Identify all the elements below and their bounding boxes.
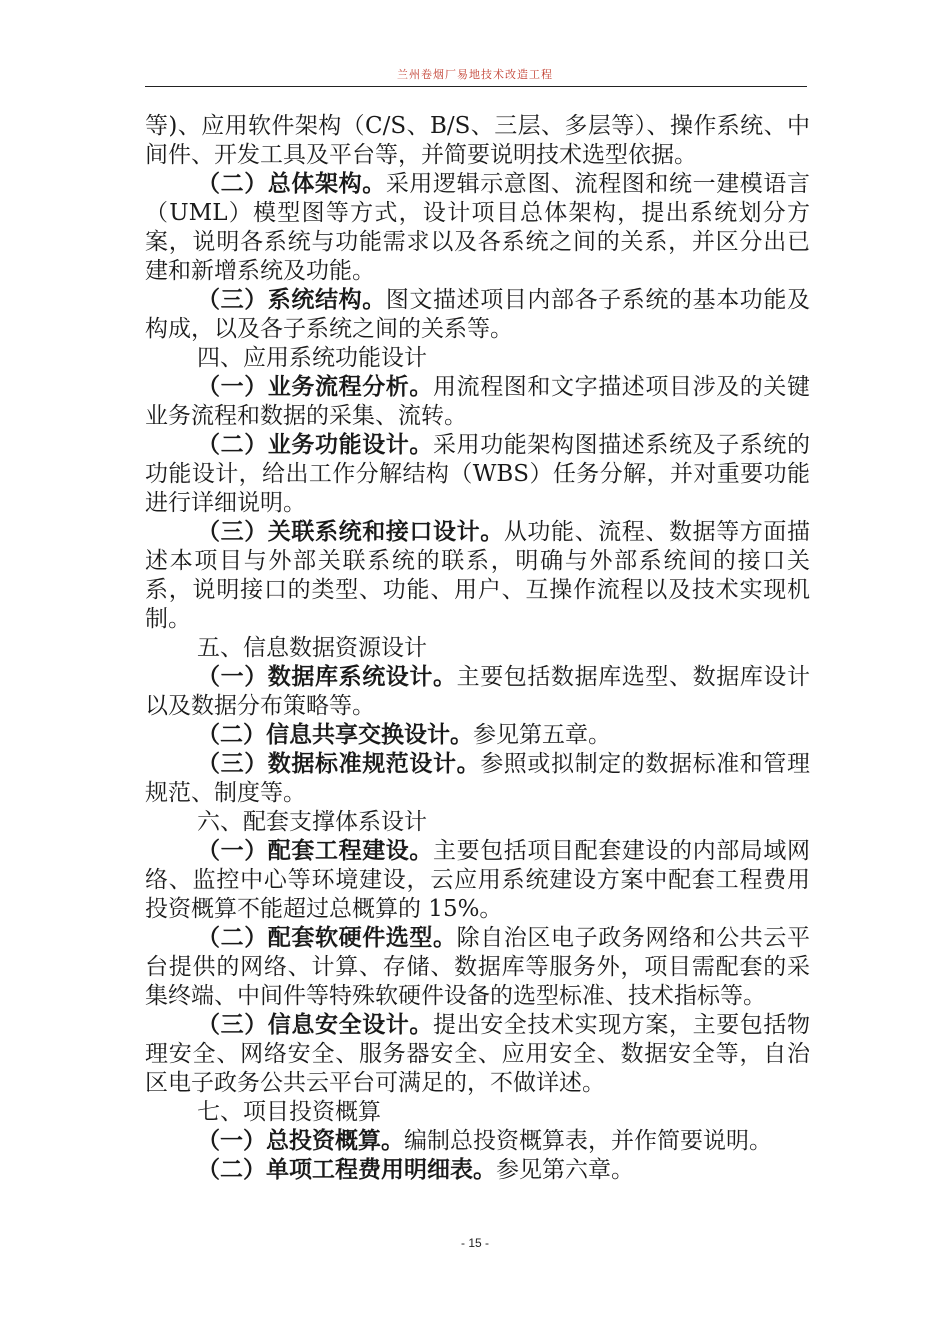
section-heading — [145, 634, 810, 663]
paragraph-text: 七、项目投资概算 — [197, 1099, 381, 1125]
paragraph-heading: （二）信息共享交换设计。 — [197, 722, 473, 748]
paragraph-text: 用流程图和文字描述项目涉及的关键业务流程和数据的采集、流转。 — [145, 374, 811, 429]
paragraph — [145, 518, 810, 634]
paragraph — [145, 924, 810, 1011]
paragraph — [145, 170, 810, 286]
paragraph — [145, 1011, 810, 1098]
paragraph-heading: （一）业务流程分析。 — [197, 374, 433, 400]
paragraph — [145, 721, 810, 750]
page-number: - 15 - — [460, 1236, 489, 1250]
paragraph-text: 参见第五章。 — [473, 722, 611, 748]
paragraph-heading: （一）总投资概算。 — [197, 1128, 404, 1154]
paragraph-heading: （二）配套软硬件选型。 — [197, 925, 457, 951]
page-header: 兰州卷烟厂易地技术改造工程 — [397, 68, 553, 81]
paragraph-text: 参见第六章。 — [496, 1157, 634, 1183]
document-body — [145, 112, 810, 1185]
paragraph-heading: （三）关联系统和接口设计。 — [197, 519, 504, 545]
paragraph — [145, 1156, 810, 1185]
paragraph-heading: （二）单项工程费用明细表。 — [197, 1157, 496, 1183]
paragraph-heading: （二）业务功能设计。 — [197, 432, 433, 458]
paragraph-text: 六、配套支撑体系设计 — [197, 809, 427, 835]
paragraph — [145, 286, 810, 344]
paragraph — [145, 663, 810, 721]
paragraph-text: 主要包括数据库选型、数据库设计以及数据分布策略等。 — [145, 664, 811, 719]
paragraph — [145, 373, 810, 431]
paragraph-text: 编制总投资概算表，并作简要说明。 — [404, 1128, 772, 1154]
paragraph — [145, 431, 810, 518]
paragraph — [145, 837, 810, 924]
paragraph-heading: （三）数据标准规范设计。 — [197, 751, 481, 777]
paragraph-heading: （二）总体架构。 — [197, 171, 386, 197]
paragraph — [145, 750, 810, 808]
paragraph — [145, 112, 810, 170]
paragraph-text: 参照或拟制定的数据标准和管理规范、制度等。 — [145, 751, 811, 806]
paragraph-text: 五、信息数据资源设计 — [197, 635, 427, 661]
paragraph-text: 图文描述项目内部各子系统的基本功能及构成，以及各子系统之间的关系等。 — [145, 287, 811, 342]
paragraph-text: 除自治区电子政务网络和公共云平台提供的网络、计算、存储、数据库等服务外，项目需配套的采集终端、中间件等特殊软硬件设备的选型标准、技术指标等。 — [145, 925, 811, 1009]
paragraph-text: 主要包括项目配套建设的内部局域网络、监控中心等环境建设，云应用系统建设方案中配套工程费用投资概算不能超过总概算的 15%。 — [145, 838, 811, 922]
paragraph-text: 采用逻辑示意图、流程图和统一建模语言（UML）模型图等方式，设计项目总体架构，提出系统划分方案，说明各系统与功能需求以及各系统之间的关系，并区分出已建和新增系统及功能。 — [145, 171, 811, 284]
paragraph-heading: （三）系统结构。 — [197, 287, 386, 313]
paragraph-heading: （三）信息安全设计。 — [197, 1012, 433, 1038]
header-divider — [145, 86, 807, 87]
paragraph-text: 从功能、流程、数据等方面描述本项目与外部关联系统的联系，明确与外部系统间的接口关系，说明接口的类型、功能、用户、互操作流程以及技术实现机制。 — [145, 519, 811, 632]
paragraph-text: 提出安全技术实现方案，主要包括物理安全、网络安全、服务器安全、应用安全、数据安全等，自治区电子政务公共云平台可满足的，不做详述。 — [145, 1012, 811, 1096]
paragraph — [145, 1127, 810, 1156]
paragraph-text: 四、应用系统功能设计 — [197, 345, 427, 371]
section-heading — [145, 808, 810, 837]
paragraph-text: 等)、应用软件架构（C/S、B/S、三层、多层等）、操作系统、中间件、开发工具及平台等，并简要说明技术选型依据。 — [145, 113, 810, 168]
section-heading — [145, 344, 810, 373]
paragraph-text: 采用功能架构图描述系统及子系统的功能设计，给出工作分解结构（WBS）任务分解，并对重要功能进行详细说明。 — [145, 432, 811, 516]
paragraph-heading: （一）配套工程建设。 — [197, 838, 433, 864]
paragraph-heading: （一）数据库系统设计。 — [197, 664, 457, 690]
section-heading — [145, 1098, 810, 1127]
